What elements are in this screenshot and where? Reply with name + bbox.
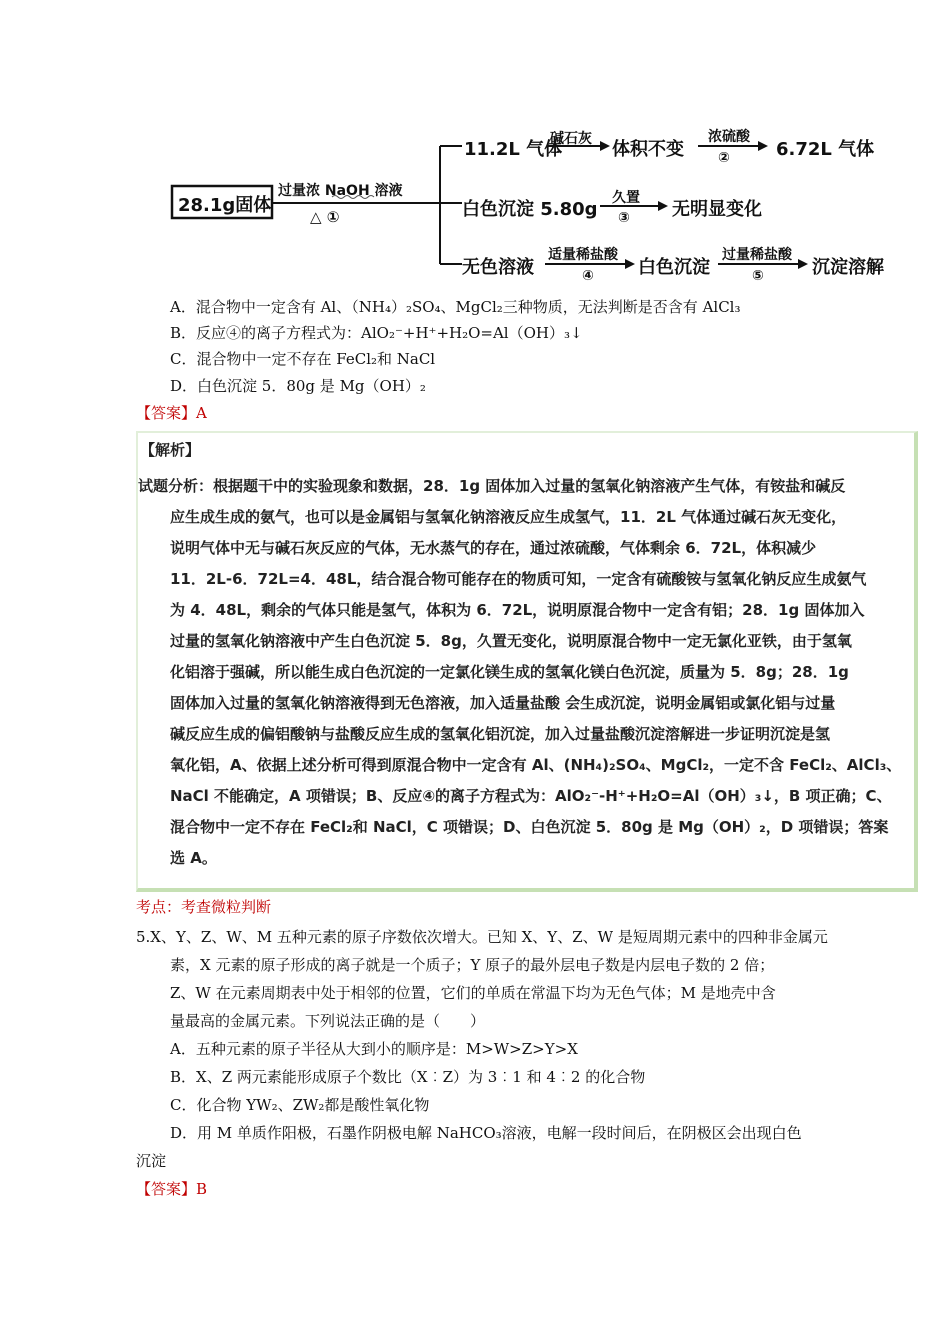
branch3-label2-bottom: ⑤ <box>752 268 764 284</box>
analysis-line: 选 A。 <box>170 849 217 867</box>
q5-stem-line: 量最高的金属元素。下列说法正确的是（ ） <box>170 1012 486 1030</box>
branch2-end: 无明显变化 <box>672 199 762 220</box>
branch2-label-bottom: ③ <box>618 210 630 226</box>
analysis-line: 混合物中一定不存在 FeCl₂和 NaCl，C 项错误；D、白色沉淀 5．80g 是 Mg（OH）₂，D 项错误；答案 <box>170 818 889 836</box>
q5-answer: 【答案】B <box>136 1180 208 1198</box>
branch3-start: 无色溶液 <box>462 257 534 278</box>
analysis-line: 11．2L-6．72L=4．48L，结合混合物可能存在的物质可知，一定含有硫酸铵与氢氧化钠反应生成氨气 <box>170 570 867 588</box>
analysis-line: 碱反应生成的偏铝酸钠与盐酸反应生成的氢氧化铝沉淀，加入过量盐酸沉淀溶解进一步证明沉淀是氢 <box>170 725 831 743</box>
branch1-end: 6.72L 气体 <box>776 139 875 160</box>
branch1-label2-top: 浓硫酸 <box>708 129 750 145</box>
branch1-label1: 碱石灰 <box>550 131 592 147</box>
analysis-line: 化铝溶于强碱，所以能生成白色沉淀的一定氯化镁生成的氢氧化镁白色沉淀，质量为 5．8g；28．1g <box>170 663 849 681</box>
q4-option-a: A．混合物中一定含有 Al、（NH₄）₂SO₄、MgCl₂三种物质，无法判断是否含有 AlCl₃ <box>170 298 741 316</box>
branch3-mid: 白色沉淀 <box>638 257 710 278</box>
branch2-label-top: 久置 <box>612 190 640 206</box>
q5-stem-line: 素，X 元素的原子形成的离子就是一个质子；Y 原子的最外层电子数是内层电子数的 2 倍； <box>170 956 775 974</box>
q5-option-d-cont: 沉淀 <box>136 1152 167 1170</box>
branch3-label1-top: 适量稀盐酸 <box>548 247 618 263</box>
analysis-line: 固体加入过量的氢氧化钠溶液得到无色溶液，加入适量盐酸 会生成沉淀，说明金属铝或氯化铝与过量 <box>170 694 836 712</box>
analysis-line: NaCl 不能确定，A 项错误；B、反应④的离子方程式为：AlO₂⁻-H⁺+H₂O=Al（OH）₃↓，B 项正确；C、 <box>170 787 892 805</box>
analysis-line: 应生成生成的氨气，也可以是金属铝与氢氧化钠溶液反应生成氢气，11．2L 气体通过碱石灰无变化， <box>170 508 847 526</box>
analysis-line: 氧化铝，A、依据上述分析可得到原混合物中一定含有 Al、(NH₄)₂SO₄、MgCl₂，一定不含 FeCl₂、AlCl₃、 <box>170 756 902 774</box>
analysis-line: 过量的氢氧化钠溶液中产生白色沉淀 5．8g，久置无变化，说明原混合物中一定无氯化亚铁，由于氢氧 <box>170 632 852 650</box>
q5-stem-line: Z、W 在元素周期表中处于相邻的位置，它们的单质在常温下均为无色气体；M 是地壳中含 <box>170 984 776 1002</box>
reagent-bottom-label: △ ① <box>310 208 340 226</box>
q4-answer: 【答案】A <box>136 404 207 422</box>
q5-option-b: B．X、Z 两元素能形成原子个数比（X︰Z）为 3︰1 和 4︰2 的化合物 <box>170 1068 646 1086</box>
q5-option-d: D．用 M 单质作阳极，石墨作阴极电解 NaHCO₃溶液，电解一段时间后，在阴极区会出现白色 <box>170 1124 802 1142</box>
reagent-top-label: 过量浓 NaOH 溶液 <box>278 183 403 199</box>
branch3-label2-top: 过量稀盐酸 <box>722 247 792 263</box>
analysis-line: 试题分析：根据题干中的实验现象和数据，28．1g 固体加入过量的氢氧化钠溶液产生气体，有铵盐和碱反 <box>138 477 846 495</box>
branch1-label2-bottom: ② <box>718 150 730 166</box>
branch2-start: 白色沉淀 5.80g <box>462 199 598 220</box>
analysis-line: 为 4．48L，剩余的气体只能是氢气，体积为 6．72L，说明原混合物中一定含有铝；28．1g 固体加入 <box>170 601 865 619</box>
solid-box-label: 28.1g固体 <box>178 195 272 216</box>
branch1-mid: 体积不变 <box>612 139 684 160</box>
q5-option-c: C．化合物 YW₂、ZW₂都是酸性氧化物 <box>170 1096 430 1114</box>
q5-stem-line: 5.X、Y、Z、W、M 五种元素的原子序数依次增大。已知 X、Y、Z、W 是短周期元素中的四种非金属元 <box>136 928 828 946</box>
analysis-title: 【解析】 <box>140 441 201 459</box>
q5-option-a: A．五种元素的原子半径从大到小的顺序是：M>W>Z>Y>X <box>170 1040 578 1058</box>
branch1-start: 11.2L 气体 <box>464 139 563 160</box>
kaodian-label: 考点：考查微粒判断 <box>136 898 272 916</box>
branch3-end: 沉淀溶解 <box>812 257 884 278</box>
q4-option-d: D．白色沉淀 5．80g 是 Mg（OH）₂ <box>170 377 426 395</box>
q4-option-c: C．混合物中一定不存在 FeCl₂和 NaCl <box>170 350 436 368</box>
q4-option-b: B．反应④的离子方程式为：AlO₂⁻+H⁺+H₂O=Al（OH）₃↓ <box>170 324 583 342</box>
analysis-line: 说明气体中无与碱石灰反应的气体，无水蒸气的存在，通过浓硫酸，气体剩余 6．72L，体积减少 <box>170 539 817 557</box>
branch3-label1-bottom: ④ <box>582 268 594 284</box>
